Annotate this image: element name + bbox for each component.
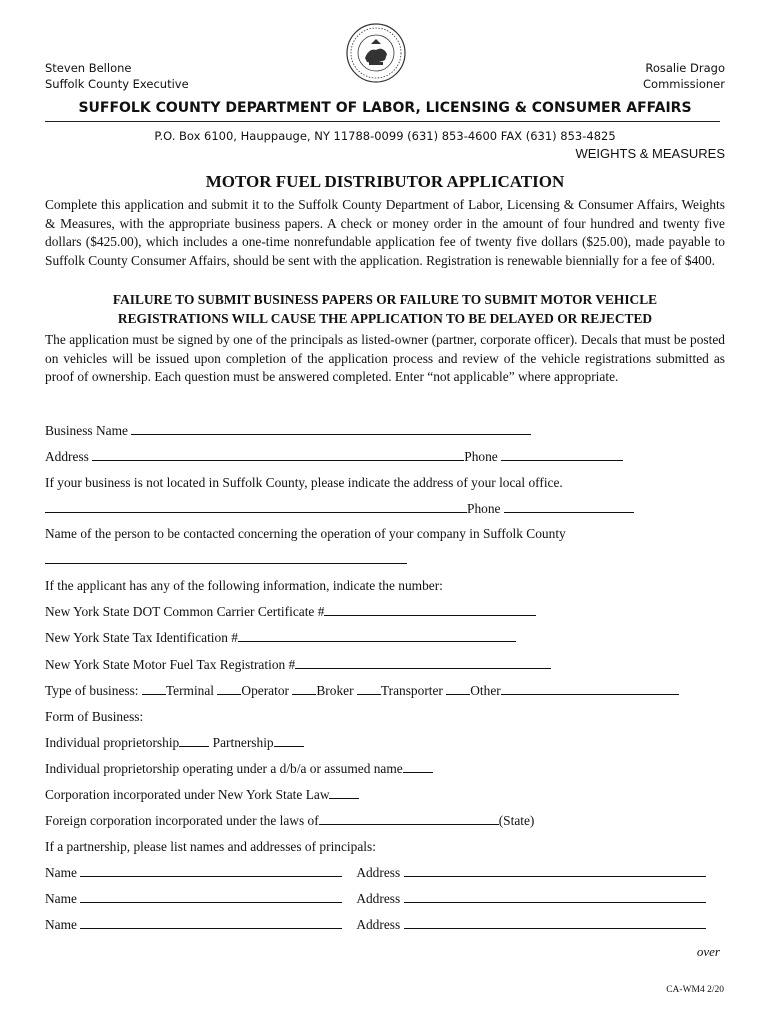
foreign-corp-state-field[interactable] (319, 813, 499, 825)
partnership-label: Partnership (212, 735, 274, 750)
fuel-tax-field[interactable] (295, 657, 551, 669)
fuel-tax-row (45, 657, 551, 673)
broker-label: Broker (316, 683, 354, 698)
dba-field[interactable] (403, 761, 433, 773)
transporter-label: Transporter (380, 683, 443, 698)
operator-field[interactable] (217, 683, 241, 695)
state-label: (State) (498, 813, 535, 828)
dba-row (45, 761, 433, 777)
phone-label: Phone (464, 449, 498, 464)
tax-id-field[interactable] (238, 630, 516, 642)
tax-id-label: New York State Tax Identification # (45, 630, 238, 645)
commissioner-title: Commissioner (643, 77, 725, 91)
partners-intro: If a partnership, please list names and addresses of principals: (45, 839, 376, 854)
foreign-corp-label: Foreign corporation incorporated under the laws of (45, 813, 319, 828)
partner-row (45, 865, 706, 881)
county-seal-icon (345, 22, 407, 84)
division-name: WEIGHTS & MEASURES (575, 146, 725, 161)
warning-notice (45, 291, 725, 328)
business-name-field[interactable] (131, 423, 531, 435)
contact-person-row (45, 552, 407, 568)
commissioner-name: Rosalie Drago (645, 61, 725, 75)
partner-address-label: Address (356, 891, 401, 906)
header-left (45, 60, 189, 92)
foreign-corp-row (45, 813, 534, 829)
partner-name-label: Name (45, 917, 77, 932)
partner-address-field[interactable] (404, 891, 706, 903)
executive-title: Suffolk County Executive (45, 77, 189, 91)
local-office-row (45, 501, 634, 517)
info-intro: If the applicant has any of the following information, indicate the number: (45, 578, 443, 593)
partner-name-label: Name (45, 891, 77, 906)
business-name-label: Business Name (45, 423, 128, 438)
proprietorship-row (45, 735, 304, 751)
partner-name-field[interactable] (80, 891, 342, 903)
partner-address-field[interactable] (404, 917, 706, 929)
partner-address-label: Address (356, 917, 401, 932)
business-type-label: Type of business: (45, 683, 139, 698)
partner-address-label: Address (356, 865, 401, 880)
department-name: SUFFOLK COUNTY DEPARTMENT OF LABOR, LICENSING & CONSUMER AFFAIRS (78, 100, 692, 116)
ny-corp-label: Corporation incorporated under New York State Law (45, 787, 330, 802)
individual-label: Individual proprietorship (45, 735, 180, 750)
department-address: P.O. Box 6100, Hauppauge, NY 11788-0099 (631) 853-4600 FAX (631) 853-4825 (154, 129, 616, 143)
intro-paragraph: Complete this application and submit it to the Suffolk County Department of Labor, Licensing & Consumer Affairs, Weights & Measures, with the appropriate business papers. A check or money order in the amount of four hundred and twenty five dollars ($425.00), which includes a one-time nonrefundable application fee of twenty five dollars ($25.00), made payable to Suffolk County Consumer Affairs, should be sent with the application. Registration is renewable biennially for a fee of $400. (45, 197, 725, 268)
other-check-field[interactable] (446, 683, 470, 695)
operator-label: Operator (241, 683, 289, 698)
partner-row (45, 917, 706, 933)
local-phone-label: Phone (467, 501, 501, 516)
dba-label: Individual proprietorship operating under a d/b/a or assumed name (45, 761, 403, 776)
terminal-field[interactable] (142, 683, 166, 695)
partner-name-field[interactable] (80, 865, 342, 877)
broker-field[interactable] (292, 683, 316, 695)
fuel-tax-label: New York State Motor Fuel Tax Registration # (45, 657, 296, 672)
warning-line-2: REGISTRATIONS WILL CAUSE THE APPLICATION TO BE DELAYED OR REJECTED (117, 310, 653, 326)
partnership-field[interactable] (274, 735, 304, 747)
other-label: Other (470, 683, 501, 698)
dot-cert-field[interactable] (324, 604, 536, 616)
individual-field[interactable] (179, 735, 209, 747)
contact-person-field[interactable] (45, 552, 407, 564)
other-description-field[interactable] (501, 683, 679, 695)
instructions-paragraph: The application must be signed by one of the principals as listed-owner (partner, corporate officer). Decals that must be posted on vehicles will be issued upon completion of the application process and review of the vehicle registrations submitted as proof of ownership. Each question must be answered completed. Enter “not applicable” where appropriate. (45, 332, 725, 384)
dot-cert-row (45, 604, 536, 620)
not-in-suffolk-note: If your business is not located in Suffolk County, please indicate the address of your local office. (45, 475, 563, 490)
address-field[interactable] (92, 449, 464, 461)
over-note: over (696, 944, 720, 959)
form-title: MOTOR FUEL DISTRIBUTOR APPLICATION (205, 172, 565, 191)
transporter-field[interactable] (357, 683, 381, 695)
executive-name: Steven Bellone (45, 61, 132, 75)
form-of-business-label: Form of Business: (45, 709, 144, 724)
partner-row (45, 891, 706, 907)
local-office-address-field[interactable] (45, 501, 467, 513)
header-divider (45, 121, 720, 122)
business-name-row (45, 423, 531, 439)
phone-field[interactable] (501, 449, 623, 461)
contact-person-label: Name of the person to be contacted concerning the operation of your company in Suffolk County (45, 526, 566, 541)
partner-name-field[interactable] (80, 917, 342, 929)
partner-name-label: Name (45, 865, 77, 880)
header-right (643, 60, 725, 92)
form-code: CA-WM4 2/20 (666, 985, 724, 995)
business-type-row (45, 683, 679, 699)
tax-id-row (45, 630, 516, 646)
address-label: Address (45, 449, 89, 464)
ny-corp-row (45, 787, 359, 803)
warning-line-1: FAILURE TO SUBMIT BUSINESS PAPERS OR FAILURE TO SUBMIT MOTOR VEHICLE (112, 292, 658, 307)
terminal-label: Terminal (165, 683, 215, 698)
local-phone-field[interactable] (504, 501, 634, 513)
address-row (45, 449, 623, 465)
partner-address-field[interactable] (404, 865, 706, 877)
dot-cert-label: New York State DOT Common Carrier Certificate # (45, 604, 325, 619)
ny-corp-field[interactable] (329, 787, 359, 799)
